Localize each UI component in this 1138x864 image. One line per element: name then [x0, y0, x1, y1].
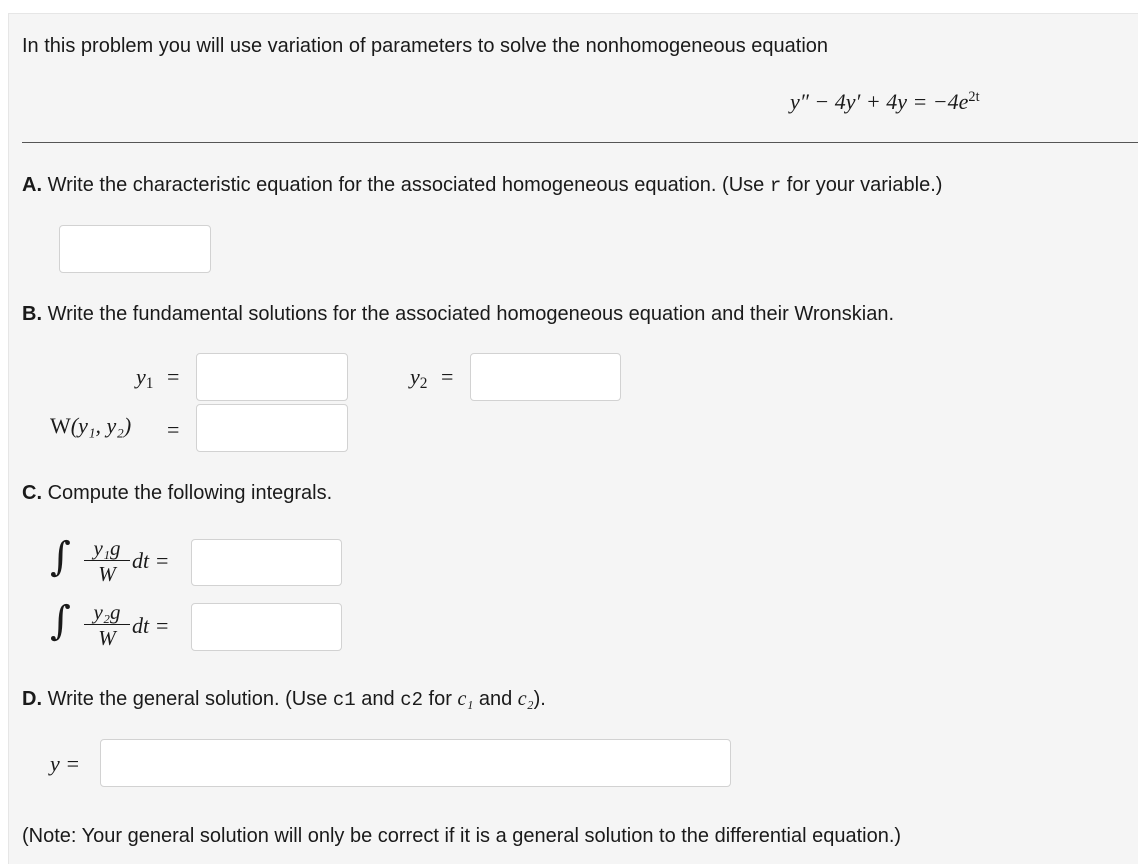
y2-equals: =	[441, 364, 454, 389]
fraction-y2g-over-w	[84, 601, 130, 649]
part-a-text-end: for your variable.)	[781, 174, 943, 196]
fraction-1-numerator: y₁g	[93, 536, 121, 560]
y1-input[interactable]	[196, 353, 348, 401]
y1-subscript: 1	[145, 374, 154, 392]
nonhomogeneous-equation	[790, 85, 980, 114]
part-d-prompt	[22, 687, 546, 712]
part-c-text: Compute the following integrals.	[47, 482, 333, 504]
part-d-text-end: ).	[533, 688, 546, 710]
c1-math: c₁	[457, 688, 474, 710]
y1-letter: y	[136, 364, 146, 389]
fraction-2-bar	[84, 624, 130, 625]
fraction-2-denominator: W	[98, 626, 116, 650]
part-a-label: A.	[22, 174, 42, 196]
general-solution-label: y =	[50, 751, 81, 776]
y1-label	[136, 365, 153, 396]
wronskian-equals: =	[167, 417, 180, 442]
y2-input[interactable]	[470, 353, 621, 401]
wronskian-input[interactable]	[196, 404, 348, 452]
part-a-text: Write the characteristic equation for the associated homogeneous equation. (Use	[47, 174, 770, 196]
c2-math: c₂	[517, 688, 534, 710]
integral-1-input[interactable]	[191, 539, 342, 586]
fraction-1-denominator: W	[98, 562, 116, 586]
c2-code: c2	[400, 689, 423, 711]
fraction-2-numerator: y₂g	[93, 600, 121, 624]
equation-exponent: 2t	[968, 89, 980, 105]
part-a-prompt	[22, 173, 942, 198]
c1-code: c1	[332, 689, 356, 711]
part-d-and-1: and	[355, 688, 401, 710]
general-solution-input[interactable]	[100, 739, 731, 787]
part-d-text: Write the general solution. (Use	[47, 688, 333, 710]
equation-text: y″ − 4y′ + 4y = −4e	[790, 88, 969, 114]
part-d-label: D.	[22, 688, 42, 710]
wronskian-args: (y₁, y₂)	[70, 413, 132, 438]
wronskian-label	[50, 414, 131, 438]
dt-equals-1: dt =	[132, 548, 170, 573]
y2-label	[410, 365, 427, 396]
integral-sign-1: ∫	[50, 534, 71, 580]
part-b-label: B.	[22, 303, 42, 325]
wronskian-w: W	[50, 413, 71, 438]
intro-text: In this problem you will use variation of parameters to solve the nonhomogeneous equation	[22, 35, 829, 57]
fraction-y1g-over-w	[84, 537, 130, 585]
section-divider	[22, 142, 1138, 143]
part-c-prompt	[22, 481, 332, 505]
part-d-for: for	[423, 688, 458, 710]
integral-sign-2: ∫	[50, 598, 71, 644]
part-d-and-2: and	[473, 688, 518, 710]
fraction-1-bar	[84, 560, 130, 561]
part-b-text: Write the fundamental solutions for the associated homogeneous equation and their Wronskian.	[47, 303, 895, 325]
integral-2-input[interactable]	[191, 603, 342, 651]
y2-subscript: 2	[419, 374, 428, 392]
y2-letter: y	[410, 364, 420, 389]
variable-r: r	[769, 175, 782, 197]
y1-equals: =	[167, 364, 180, 389]
characteristic-equation-input[interactable]	[59, 225, 211, 273]
dt-equals-2: dt =	[132, 613, 170, 638]
part-b-prompt	[22, 302, 894, 326]
part-c-label: C.	[22, 482, 42, 504]
note-text: (Note: Your general solution will only be correct if it is a general solution to the differential equation.)	[22, 825, 902, 847]
